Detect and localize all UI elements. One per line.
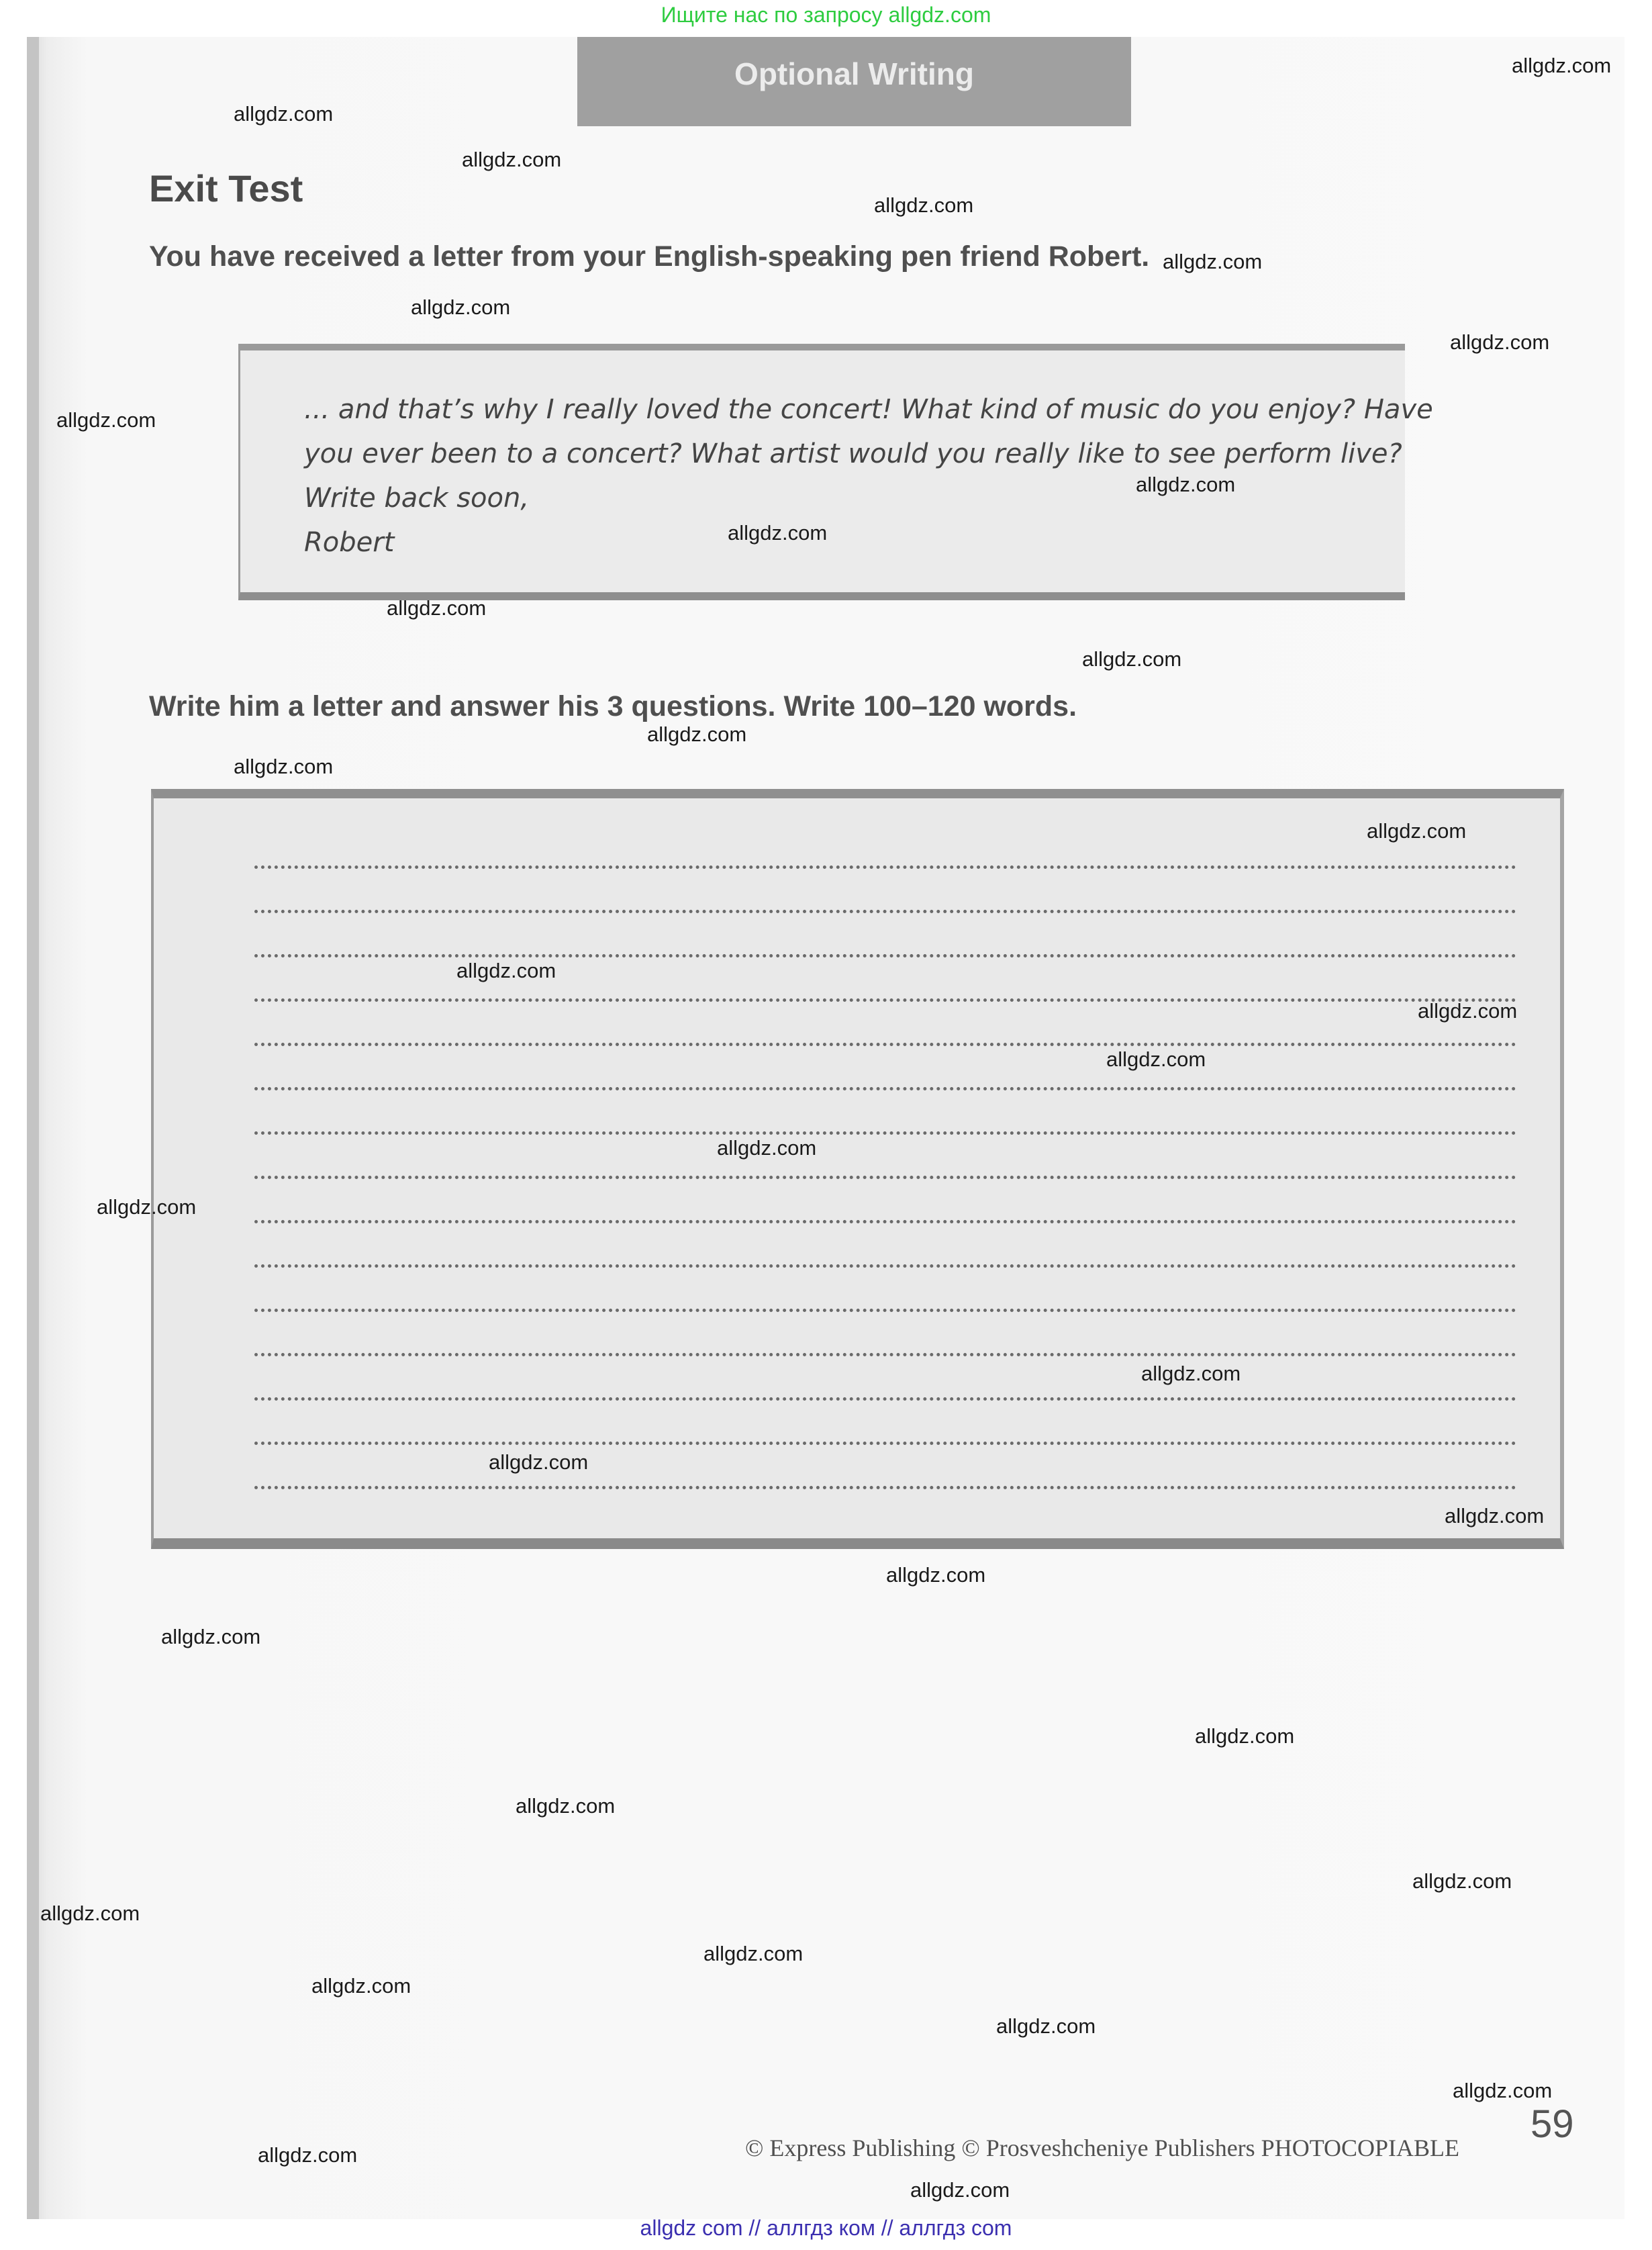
watermark: allgdz.com bbox=[97, 1195, 197, 1219]
writing-line[interactable] bbox=[254, 1131, 1516, 1135]
writing-line[interactable] bbox=[254, 865, 1516, 869]
watermark: allgdz.com bbox=[728, 521, 828, 545]
letter-line: Write back soon, bbox=[304, 483, 530, 514]
watermark: allgdz.com bbox=[234, 755, 334, 778]
book-spine-shadow bbox=[27, 37, 39, 2219]
writing-line[interactable] bbox=[254, 1264, 1516, 1268]
watermark: allgdz.com bbox=[874, 193, 974, 217]
watermark: allgdz.com bbox=[1445, 1504, 1545, 1528]
bottom-promo-text: allgdz com // аллгдз ком // аллгдз com bbox=[640, 2216, 1012, 2240]
watermark: allgdz.com bbox=[462, 148, 562, 171]
watermark: allgdz.com bbox=[996, 2014, 1096, 2038]
watermark: allgdz.com bbox=[717, 1136, 817, 1160]
watermark: allgdz.com bbox=[1082, 647, 1182, 671]
watermark: allgdz.com bbox=[1106, 1047, 1206, 1071]
watermark: allgdz.com bbox=[886, 1563, 986, 1587]
copyright-footer: © Express Publishing © Prosveshcheniye Publishers PHOTOCOPIABLE bbox=[745, 2135, 1460, 2161]
writing-line[interactable] bbox=[254, 1220, 1516, 1223]
watermark: allgdz.com bbox=[1418, 999, 1518, 1023]
instruction-write-letter: Write him a letter and answer his 3 questions. Write 100–120 words. bbox=[149, 690, 1077, 722]
writing-line[interactable] bbox=[254, 1043, 1516, 1046]
watermark: allgdz.com bbox=[910, 2178, 1010, 2202]
watermark: allgdz.com bbox=[1136, 473, 1236, 496]
top-promo-text: Ищите нас по запросу allgdz.com bbox=[661, 3, 991, 27]
watermark: allgdz.com bbox=[40, 1902, 140, 1925]
watermark: allgdz.com bbox=[516, 1794, 616, 1818]
answer-writing-box[interactable] bbox=[151, 789, 1564, 1549]
instruction-received-letter: You have received a letter from your English-speaking pen friend Robert. bbox=[149, 240, 1150, 273]
watermark: allgdz.com bbox=[703, 1942, 804, 1965]
writing-line[interactable] bbox=[254, 998, 1516, 1002]
watermark: allgdz.com bbox=[56, 408, 156, 432]
page-number: 59 bbox=[1530, 2102, 1574, 2146]
watermark: allgdz.com bbox=[1367, 819, 1467, 843]
watermark: allgdz.com bbox=[1163, 250, 1263, 273]
writing-line[interactable] bbox=[254, 1397, 1516, 1401]
watermark: allgdz.com bbox=[489, 1450, 589, 1474]
watermark: allgdz.com bbox=[161, 1625, 261, 1648]
watermark: allgdz.com bbox=[1141, 1362, 1241, 1385]
watermark: allgdz.com bbox=[1195, 1724, 1295, 1748]
section-title: Exit Test bbox=[149, 167, 303, 209]
header-title: Optional Writing bbox=[734, 56, 974, 91]
writing-line[interactable] bbox=[254, 1087, 1516, 1090]
header-band bbox=[577, 37, 1131, 126]
watermark: allgdz.com bbox=[411, 295, 511, 319]
watermark: allgdz.com bbox=[387, 596, 487, 620]
letter-excerpt-box bbox=[238, 344, 1433, 600]
writing-line[interactable] bbox=[254, 1309, 1516, 1312]
writing-line[interactable] bbox=[254, 1176, 1516, 1179]
watermark: allgdz.com bbox=[1453, 2079, 1553, 2102]
letter-line: you ever been to a concert? What artist would you really like to see perform live? bbox=[304, 438, 1402, 469]
writing-line[interactable] bbox=[254, 1486, 1516, 1489]
watermark: allgdz.com bbox=[311, 1974, 411, 1998]
watermark: allgdz.com bbox=[258, 2143, 358, 2167]
letter-signature: Robert bbox=[304, 527, 395, 558]
watermark: allgdz.com bbox=[456, 959, 556, 982]
watermark: allgdz.com bbox=[234, 102, 334, 126]
letter-line: ... and that’s why I really loved the concert! What kind of music do you enjoy? Have bbox=[304, 394, 1433, 425]
writing-line[interactable] bbox=[254, 1442, 1516, 1445]
watermark: allgdz.com bbox=[647, 722, 747, 746]
writing-line[interactable] bbox=[254, 1353, 1516, 1356]
watermark: allgdz.com bbox=[1412, 1869, 1512, 1893]
watermark: allgdz.com bbox=[1450, 330, 1550, 354]
watermark: allgdz.com bbox=[1512, 54, 1612, 77]
writing-line[interactable] bbox=[254, 910, 1516, 913]
writing-line[interactable] bbox=[254, 954, 1516, 957]
